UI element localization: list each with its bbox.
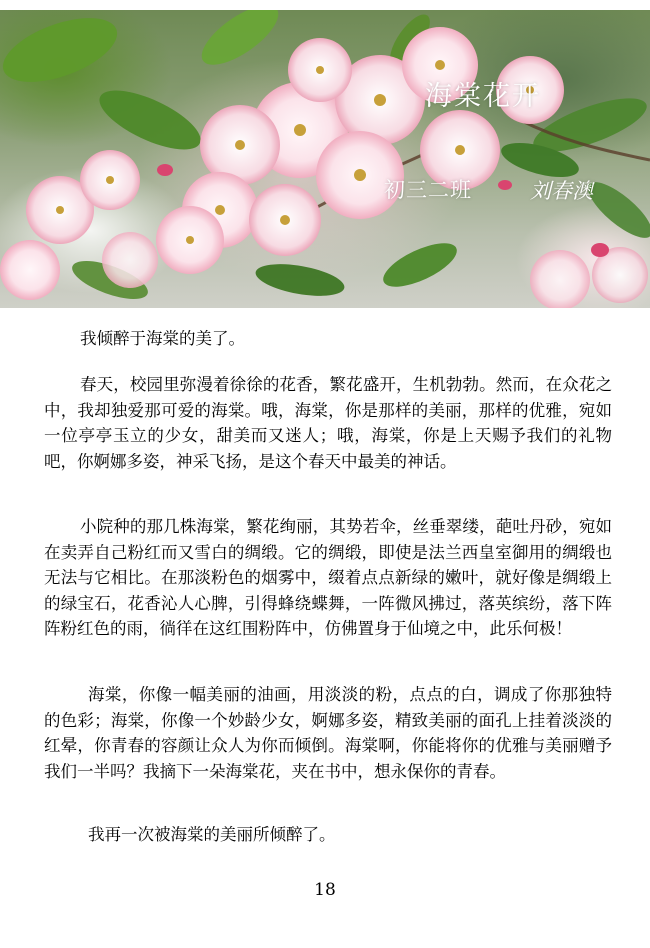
page-number: 18 [314, 880, 336, 900]
header-banner [0, 10, 650, 308]
paragraph: 春天，校园里弥漫着徐徐的花香，繁花盛开，生机勃勃。然而，在众花之中，我却独爱那可爱的海棠。哦，海棠，你是那样的美丽，那样的优雅，宛如一位亭亭玉立的少女，甜美而又迷人；哦，海棠，你是上天赐予我们的礼物吧，你婀娜多姿，神采飞扬，是这个春天中最美的神话。 [44, 375, 612, 471]
article-title: 海棠花开 [425, 81, 541, 112]
crabapple-blossom-photo [0, 10, 650, 308]
paragraph: 海棠，你像一幅美丽的油画，用淡淡的粉，点点的白，调成了你那独特的色彩；海棠，你像一个妙龄少女，婀娜多姿，精致美丽的面孔上挂着淡淡的红晕，你青春的容颜让众人为你而倾倒。海棠啊，你能将你的优雅与美丽赠予我们一半吗？我摘下一朵海棠花，夹在书中，想永保你的青春。 [44, 685, 612, 781]
class-name: 初三二班 [384, 178, 472, 202]
author-name: 刘春澳 [530, 179, 593, 203]
paragraph: 我再一次被海棠的美丽所倾醉了。 [88, 825, 336, 844]
paragraph: 小院种的那几株海棠，繁花绚丽，其势若伞，丝垂翠缕，葩吐丹砂，宛如在卖弄自己粉红而又雪白的绸缎。它的绸缎，即使是法兰西皇室御用的绸缎也无法与它相比。在那淡粉色的烟雾中，缀着点点新绿的嫩叶，就好像是绸缎上的绿宝石，花香沁人心脾，引得蜂绕蝶舞，一阵微风拂过，落英缤纷，落下阵阵粉红色的雨，徜徉在这红围粉阵中，仿佛置身于仙境之中，此乐何极！ [44, 517, 612, 638]
paragraph: 我倾醉于海棠的美了。 [80, 329, 245, 348]
